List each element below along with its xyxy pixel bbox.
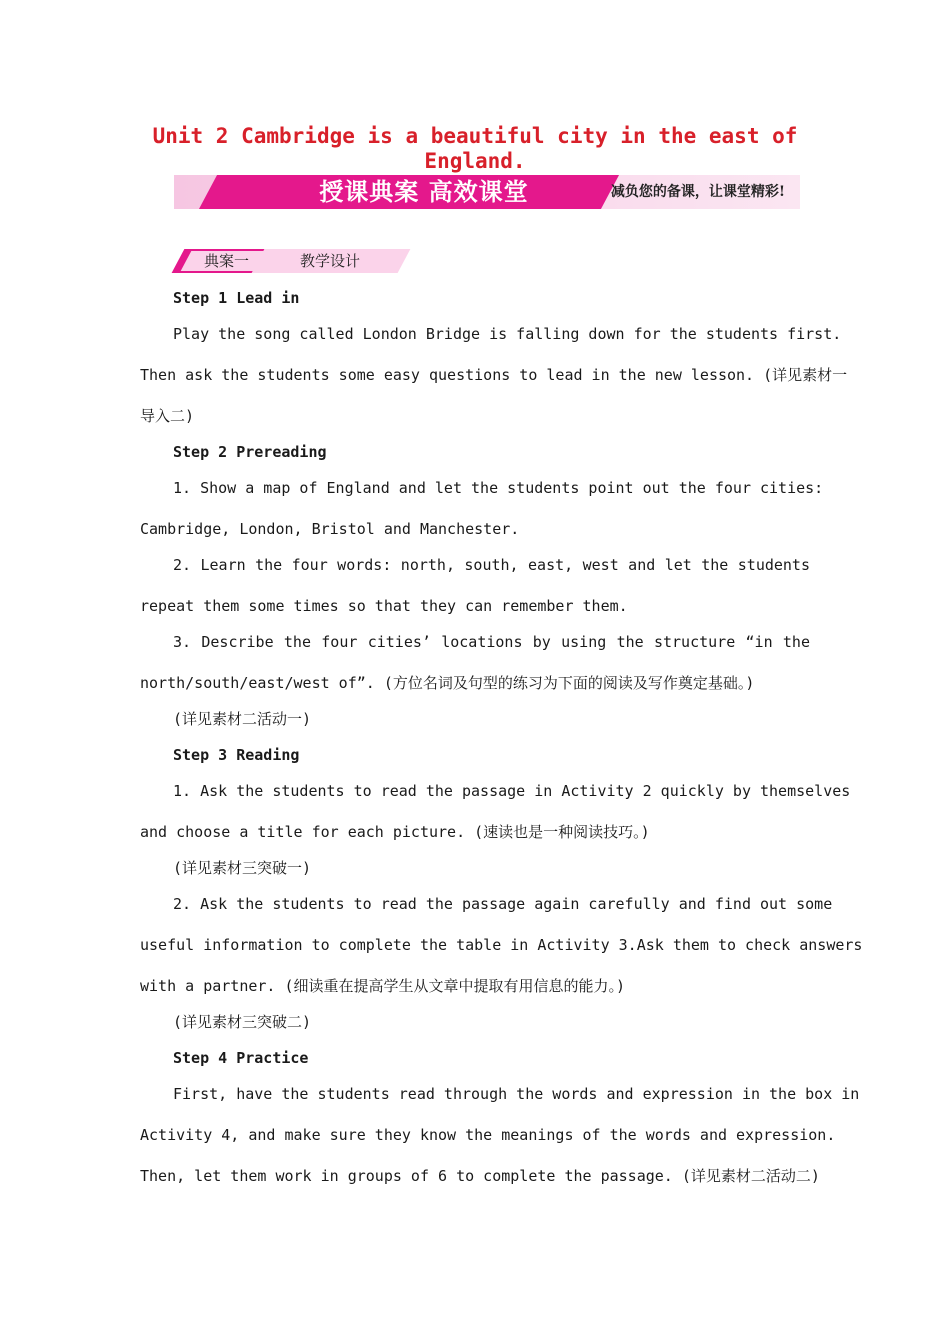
paragraph-line: and choose a title for each picture. (速读也是一种阅读技巧。) bbox=[140, 823, 650, 841]
paragraph-line: north/south/east/west of”. (方位名词及句型的练习为下面的阅读及写作奠定基础。) bbox=[140, 674, 755, 692]
paragraph-line: useful information to complete the table in Activity 3.Ask them to check answers bbox=[140, 936, 863, 954]
lesson-title bbox=[140, 124, 810, 174]
paragraph-line: 2. Ask the students to read the passage again carefully and find out some bbox=[173, 895, 833, 913]
paragraph-line: 2. Learn the four words: north, south, east, west and let the students bbox=[173, 556, 810, 574]
step-4-heading: Step 4 Practice bbox=[173, 1049, 309, 1067]
banner-main-text: 授课典案 高效课堂 bbox=[319, 178, 529, 206]
paragraph-line: Activity 4, and make sure they know the meanings of the words and expression. bbox=[140, 1126, 836, 1144]
paragraph-line: 导入二) bbox=[140, 407, 195, 425]
step-1-heading: Step 1 Lead in bbox=[173, 289, 300, 307]
section-tag bbox=[174, 249, 410, 273]
paragraph-line: (详见素材三突破一) bbox=[173, 859, 312, 877]
banner-slogan: 减负您的备课，让课堂精彩! bbox=[610, 184, 786, 200]
paragraph-line: 1. Ask the students to read the passage in Activity 2 quickly by themselves bbox=[173, 782, 851, 800]
paragraph-line: 1. Show a map of England and let the students point out the four cities: bbox=[173, 479, 824, 497]
header-banner bbox=[174, 175, 800, 209]
section-number: 典案一 bbox=[204, 252, 250, 270]
paragraph-line: Then ask the students some easy questions to lead in the new lesson. (详见素材一 bbox=[140, 366, 848, 384]
paragraph-line: Play the song called London Bridge is falling down for the students first. bbox=[173, 325, 842, 343]
paragraph-line: repeat them some times so that they can remember them. bbox=[140, 597, 628, 615]
paragraph-line: (详见素材三突破二) bbox=[173, 1013, 312, 1031]
paragraph-line: Cambridge, London, Bristol and Manchester. bbox=[140, 520, 520, 538]
paragraph-line: Then, let them work in groups of 6 to complete the passage. (详见素材二活动二) bbox=[140, 1167, 820, 1185]
lesson-title-line-2: England. bbox=[424, 149, 526, 173]
step-2-heading: Step 2 Prereading bbox=[173, 443, 327, 461]
section-label: 教学设计 bbox=[300, 252, 361, 270]
lesson-title-line-1: Unit 2 Cambridge is a beautiful city in the east of bbox=[152, 124, 798, 148]
paragraph-line: First, have the students read through the words and expression in the box in bbox=[173, 1085, 860, 1103]
paragraph-line: with a partner. (细读重在提高学生从文章中提取有用信息的能力。) bbox=[140, 977, 626, 995]
paragraph-line: 3. Describe the four cities’ locations by using the structure “in the bbox=[173, 633, 810, 651]
paragraph-line: (详见素材二活动一) bbox=[173, 710, 312, 728]
step-3-heading: Step 3 Reading bbox=[173, 746, 300, 764]
